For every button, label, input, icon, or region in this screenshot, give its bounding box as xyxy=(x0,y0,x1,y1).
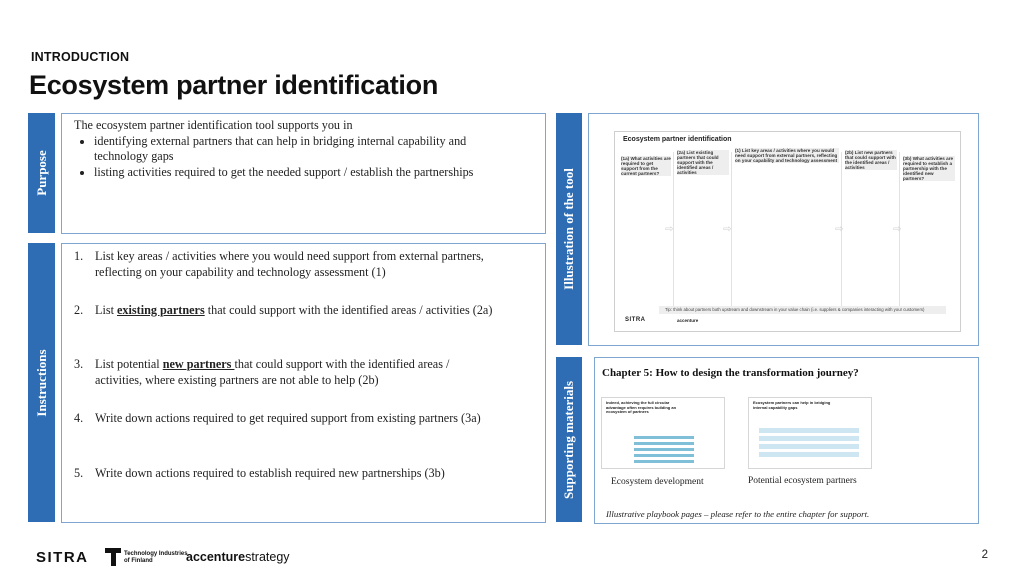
tool-column-header: (2a) List existing partners that could support with the identified areas / activities xyxy=(677,150,729,175)
arrow-icon: ⇨ xyxy=(835,224,844,235)
instructions-sidebar xyxy=(28,243,55,522)
instruction-step-4 xyxy=(74,411,494,427)
purpose-text xyxy=(74,118,474,180)
mini-logo-accenture: accenture xyxy=(677,318,699,323)
chapter-reference: Chapter 5: How to design the transformation journey? xyxy=(602,367,859,379)
sitra-logo: SITRA xyxy=(36,549,89,566)
step-text: List existing partners that could support with the identified areas / activities (2a) xyxy=(95,303,493,317)
supporting-note: Illustrative playbook pages – please refer to the entire chapter for support. xyxy=(606,509,870,519)
playbook-thumbnail-ecosystem-development xyxy=(601,397,725,469)
illustration-sidebar xyxy=(556,113,582,345)
tool-column-header: (2b) List new partners that could support with the identified areas / activities xyxy=(845,150,896,170)
step-number: 4. xyxy=(74,411,84,425)
step-text: Write down actions required to get required support from existing partners (3a) xyxy=(95,411,481,425)
step-number: 5. xyxy=(74,466,84,480)
thumbnail-heading: Indeed, achieving the full circular advantage often requires building an ecosystem of partners xyxy=(606,400,677,415)
arrow-icon: ⇨ xyxy=(723,224,732,235)
technology-industries-name: Technology Industries of Finland xyxy=(124,551,188,564)
step-text: List key areas / activities where you would need support from external partners, reflecting on your capability and technology assessment (1) xyxy=(95,249,484,279)
tool-column-header: (1) List key areas / activities where you would need support from external partners, reflecting on your capability and technology assessment xyxy=(735,148,838,163)
instruction-step-1 xyxy=(74,249,494,280)
tool-preview-image xyxy=(614,131,961,332)
purpose-label: Purpose xyxy=(33,150,49,196)
accenture-strategy-logo: accenturestrategy xyxy=(186,550,290,564)
page-number: 2 xyxy=(981,549,988,561)
purpose-bullets xyxy=(74,134,474,181)
technology-industries-logo xyxy=(105,548,121,566)
thumbnail-caption: Potential ecosystem partners xyxy=(748,476,857,486)
step-text: List potential new partners that could support with the identified areas / activities, where existing partners are not able to help (2b) xyxy=(95,357,450,387)
step-number: 1. xyxy=(74,249,84,263)
playbook-thumbnail-potential-partners xyxy=(748,397,872,469)
purpose-bullet: • identifying external partners that can help in bridging internal capability and technology gaps xyxy=(94,134,474,165)
purpose-bullet: • listing activities required to get the needed support / establish the partnerships xyxy=(94,165,474,181)
thumbnail-caption: Ecosystem development xyxy=(611,477,704,487)
instruction-step-2 xyxy=(74,303,494,319)
arrow-icon: ⇨ xyxy=(893,224,902,235)
purpose-sidebar xyxy=(28,113,55,233)
existing-partners-emphasis: existing partners xyxy=(117,303,205,317)
instruction-step-3 xyxy=(74,357,494,388)
illustration-label: Illustration of the tool xyxy=(561,168,576,290)
tool-tip-bar: Tip: think about partners both upstream and downstream in your value chain (i.e. suppliers & companies interacting with your customers) xyxy=(659,306,946,314)
page-title: Ecosystem partner identification xyxy=(29,70,439,100)
arrow-icon: ⇨ xyxy=(665,224,674,235)
supporting-sidebar xyxy=(556,357,582,522)
supporting-label: Supporting materials xyxy=(561,380,576,499)
step-number: 3. xyxy=(74,357,84,371)
step-text: Write down actions required to establish required new partnerships (3b) xyxy=(95,466,445,480)
new-partners-emphasis: new partners xyxy=(162,357,235,371)
step-number: 2. xyxy=(74,303,84,317)
thumbnail-heading: Ecosystem partners can help in bridging internal capability gaps xyxy=(753,400,831,410)
instruction-step-5 xyxy=(74,466,494,482)
purpose-intro: The ecosystem partner identification tool supports you in xyxy=(74,118,353,132)
section-kicker: INTRODUCTION xyxy=(31,50,130,64)
tool-column-header: (3b) What activities are required to establish a partnership with the identified new partners? xyxy=(903,156,954,181)
instructions-label: Instructions xyxy=(33,348,49,417)
tool-preview-title: Ecosystem partner identification xyxy=(623,136,732,143)
mini-logo-sitra: SITRA xyxy=(625,317,646,323)
tool-column-header: (1a) What activities are required to get support from the current partners? xyxy=(621,156,671,176)
